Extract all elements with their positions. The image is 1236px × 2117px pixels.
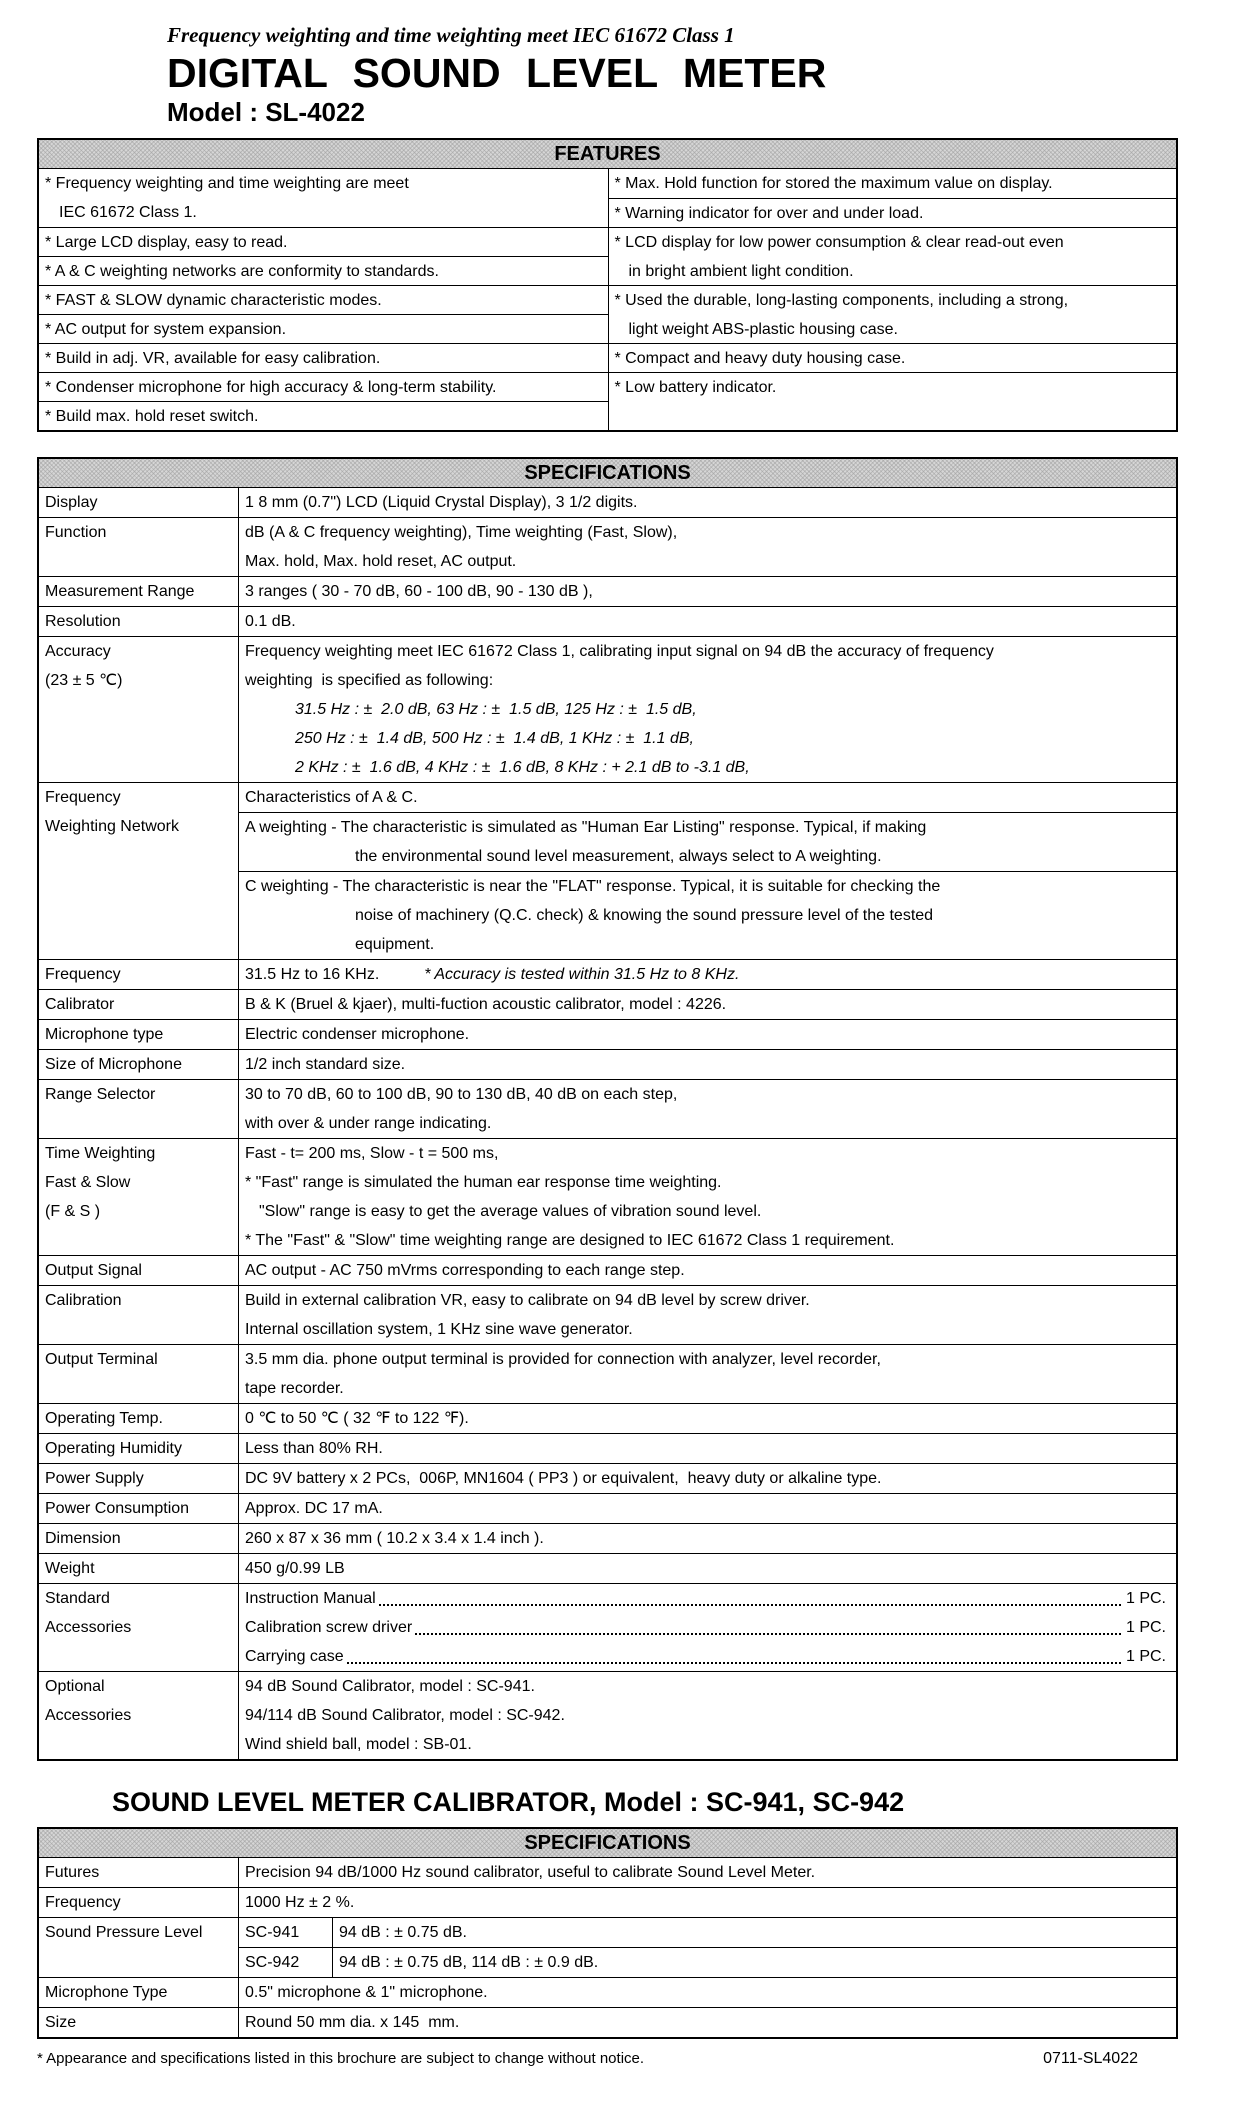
spec-value: tape recorder. <box>245 1380 344 1397</box>
spec-value: dB (A & C frequency weighting), Time weighting (Fast, Slow), <box>245 524 678 541</box>
spec-label: Microphone Type <box>45 1984 168 2001</box>
cal-row-microphone-type <box>39 1977 1176 2007</box>
spec-label: Accessories <box>45 1707 132 1724</box>
feature-text: * Used the durable, long-lasting components, including a strong, <box>614 292 1069 309</box>
features-column-left <box>39 169 608 430</box>
spec-value: C weighting - The characteristic is near the "FLAT" response. Typical, it is suitable for checking the <box>245 878 941 895</box>
feature-text: * Low battery indicator. <box>614 379 777 396</box>
spec-value: DC 9V battery x 2 PCs, 006P, MN1604 ( PP3 ) or equivalent, heavy duty or alkaline type. <box>245 1470 882 1487</box>
spec-value: "Slow" range is easy to get the average values of vibration sound level. <box>259 1203 762 1220</box>
spec-value: 260 x 87 x 36 mm ( 10.2 x 3.4 x 1.4 inch ). <box>245 1530 544 1547</box>
spec-label: Measurement Range <box>45 583 195 600</box>
spec-row-frequency-weighting-network <box>39 782 1176 959</box>
feature-item <box>609 169 1177 198</box>
specifications-table <box>37 457 1178 1761</box>
feature-item <box>39 285 608 314</box>
spec-value: equipment. <box>355 936 435 953</box>
spec-value: Build in external calibration VR, easy to calibrate on 94 dB level by screw driver. <box>245 1292 810 1309</box>
spec-label: (F & S ) <box>45 1203 101 1220</box>
spec-row-size-of-microphone <box>39 1049 1176 1079</box>
spec-label: Operating Temp. <box>45 1410 163 1427</box>
spl-value: 94 dB : ± 0.75 dB. <box>339 1924 467 1941</box>
spec-label: Optional <box>45 1678 105 1695</box>
feature-text: * Frequency weighting and time weighting are meet <box>45 175 409 192</box>
spec-label: Fast & Slow <box>45 1174 131 1191</box>
spec-label: Calibrator <box>45 996 115 1013</box>
spec-value: A weighting - The characteristic is simulated as "Human Ear Listing" response. Typical, if making <box>245 819 927 836</box>
spec-label: Operating Humidity <box>45 1440 182 1457</box>
spec-row-power-consumption <box>39 1493 1176 1523</box>
spec-value: 450 g/0.99 LB <box>245 1560 345 1577</box>
spec-row-standard-accessories <box>39 1583 1176 1671</box>
spec-label: Dimension <box>45 1530 121 1547</box>
spec-label: Accessories <box>45 1619 132 1636</box>
features-table-header: FEATURES <box>39 140 1176 169</box>
spec-value: the environmental sound level measurement, always select to A weighting. <box>355 848 882 865</box>
feature-text: * Build max. hold reset switch. <box>45 408 259 425</box>
spec-label: Size <box>45 2014 77 2031</box>
spec-label: (23 ± 5 ℃) <box>45 672 123 689</box>
feature-item <box>39 169 608 227</box>
calibrator-heading: SOUND LEVEL METER CALIBRATOR, Model : SC-941, SC-942 <box>112 1787 905 1817</box>
feature-text: * Max. Hold function for stored the maximum value on display. <box>614 175 1053 192</box>
spec-row-weight <box>39 1553 1176 1583</box>
spec-row-optional-accessories <box>39 1671 1176 1759</box>
spec-label: Weight <box>45 1560 95 1577</box>
spec-label: Time Weighting <box>45 1145 156 1162</box>
spl-value: 94 dB : ± 0.75 dB, 114 dB : ± 0.9 dB. <box>339 1954 599 1971</box>
feature-item <box>609 343 1177 372</box>
spec-row-operating-temp <box>39 1403 1176 1433</box>
feature-text: in bright ambient light condition. <box>628 263 854 280</box>
feature-text: * Warning indicator for over and under load. <box>614 205 924 222</box>
spec-value: Internal oscillation system, 1 KHz sine wave generator. <box>245 1321 633 1338</box>
spl-model: SC-942 <box>239 1948 333 1977</box>
spl-subrow <box>239 1918 1176 1947</box>
feature-item <box>39 372 608 401</box>
footer-note: * Appearance and specifications listed in this brochure are subject to change without notice. <box>37 2050 645 2067</box>
feature-item <box>39 256 608 285</box>
spec-label: Power Consumption <box>45 1500 190 1517</box>
spec-label: Accuracy <box>45 643 111 660</box>
feature-item <box>39 227 608 256</box>
spec-row-measurement-range <box>39 576 1176 606</box>
spec-value: Precision 94 dB/1000 Hz sound calibrator, useful to calibrate Sound Level Meter. <box>245 1864 816 1881</box>
calibrator-specifications-table <box>37 1827 1178 2039</box>
spec-value: 31.5 Hz to 16 KHz. * Accuracy is tested within 31.5 Hz to 8 KHz. <box>245 966 740 983</box>
spec-value: 1000 Hz ± 2 %. <box>245 1894 355 1911</box>
accessory-line: Calibration screw driver 1 PC. <box>239 1613 1176 1642</box>
spec-value: 3 ranges ( 30 - 70 dB, 60 - 100 dB, 90 - 130 dB ), <box>245 583 593 600</box>
spec-value: Characteristics of A & C. <box>245 789 418 806</box>
specifications-table-header: SPECIFICATIONS <box>39 459 1176 488</box>
spec-label: Calibration <box>45 1292 122 1309</box>
spl-subrow <box>239 1947 1176 1977</box>
feature-text: * LCD display for low power consumption & clear read-out even <box>614 234 1064 251</box>
spec-label: Frequency <box>45 789 121 806</box>
spec-value: * "Fast" range is simulated the human ear response time weighting. <box>245 1174 722 1191</box>
spec-value: Max. hold, Max. hold reset, AC output. <box>245 553 517 570</box>
feature-item <box>609 198 1177 227</box>
feature-text: light weight ABS-plastic housing case. <box>628 321 898 338</box>
spec-value: 3.5 mm dia. phone output terminal is provided for connection with analyzer, level recorder, <box>245 1351 881 1368</box>
spec-row-function <box>39 517 1176 576</box>
spec-value: 30 to 70 dB, 60 to 100 dB, 90 to 130 dB, 40 dB on each step, <box>245 1086 678 1103</box>
spec-label: Frequency <box>45 1894 121 1911</box>
spec-label: Resolution <box>45 613 121 630</box>
feature-item <box>609 227 1177 285</box>
feature-item <box>609 372 1177 430</box>
spec-row-range-selector <box>39 1079 1176 1138</box>
spec-value: 0 ℃ to 50 ℃ ( 32 ℉ to 122 ℉). <box>245 1410 469 1427</box>
features-column-right <box>608 169 1177 430</box>
spec-value: Fast - t= 200 ms, Slow - t = 500 ms, <box>245 1145 499 1162</box>
spec-value: Wind shield ball, model : SB-01. <box>245 1736 472 1753</box>
feature-text: * AC output for system expansion. <box>45 321 287 338</box>
spec-label: Size of Microphone <box>45 1056 182 1073</box>
spec-value: Electric condenser microphone. <box>245 1026 470 1043</box>
cal-row-sound-pressure-level <box>39 1917 1176 1977</box>
feature-item <box>39 314 608 343</box>
page-title: DIGITAL SOUND LEVEL METER <box>167 50 827 96</box>
spec-row-dimension <box>39 1523 1176 1553</box>
spec-label: Output Terminal <box>45 1351 158 1368</box>
spl-model: SC-941 <box>239 1918 333 1947</box>
spec-row-calibrator <box>39 989 1176 1019</box>
spec-value: 31.5 Hz : ± 2.0 dB, 63 Hz : ± 1.5 dB, 125 Hz : ± 1.5 dB, <box>295 701 697 718</box>
spec-subrow <box>239 812 1176 871</box>
spec-label: Futures <box>45 1864 100 1881</box>
spec-row-frequency <box>39 959 1176 989</box>
spec-row-output-terminal <box>39 1344 1176 1403</box>
model-title: Model : SL-4022 <box>167 97 365 127</box>
feature-text: IEC 61672 Class 1. <box>59 204 197 221</box>
spec-row-calibration <box>39 1285 1176 1344</box>
spec-value: 0.5" microphone & 1" microphone. <box>245 1984 488 2001</box>
spec-row-resolution <box>39 606 1176 636</box>
spec-subrow <box>239 783 1176 812</box>
cal-row-futures <box>39 1858 1176 1887</box>
spec-label: Function <box>45 524 107 541</box>
feature-text: * Build in adj. VR, available for easy calibration. <box>45 350 381 367</box>
spec-value: Round 50 mm dia. x 145 mm. <box>245 2014 460 2031</box>
calibrator-table-header: SPECIFICATIONS <box>39 1829 1176 1858</box>
accessory-line: Carrying case 1 PC. <box>239 1642 1176 1671</box>
spec-value: B & K (Bruel & kjaer), multi-fuction acoustic calibrator, model : 4226. <box>245 996 727 1013</box>
spec-label: Display <box>45 494 98 511</box>
feature-item <box>39 343 608 372</box>
spec-row-operating-humidity <box>39 1433 1176 1463</box>
spec-label: Frequency <box>45 966 121 983</box>
spec-label: Output Signal <box>45 1262 142 1279</box>
spec-value: noise of machinery (Q.C. check) & knowing the sound pressure level of the tested <box>355 907 934 924</box>
spec-value: Frequency weighting meet IEC 61672 Class 1, calibrating input signal on 94 dB the accuracy of frequency <box>245 643 994 660</box>
spec-value: 2 KHz : ± 1.6 dB, 4 KHz : ± 1.6 dB, 8 KHz : + 2.1 dB to -3.1 dB, <box>295 759 750 776</box>
features-table <box>37 138 1178 432</box>
spec-label: Weighting Network <box>45 818 179 835</box>
spec-label: Standard <box>45 1590 110 1607</box>
dotted-leader <box>347 1642 1121 1664</box>
feature-item <box>39 401 608 430</box>
spec-row-power-supply <box>39 1463 1176 1493</box>
feature-text: * Condenser microphone for high accuracy & long-term stability. <box>45 379 497 396</box>
dotted-leader <box>379 1584 1121 1606</box>
feature-item <box>609 285 1177 343</box>
spec-value: 94/114 dB Sound Calibrator, model : SC-942. <box>245 1707 565 1724</box>
spec-label: Sound Pressure Level <box>45 1924 203 1941</box>
spec-row-display <box>39 488 1176 517</box>
spec-value: Approx. DC 17 mA. <box>245 1500 383 1517</box>
feature-text: * Large LCD display, easy to read. <box>45 234 288 251</box>
spec-value: * The "Fast" & "Slow" time weighting range are designed to IEC 61672 Class 1 requirement. <box>245 1232 895 1249</box>
page-footer <box>37 2048 1178 2070</box>
spec-row-time-weighting <box>39 1138 1176 1255</box>
spec-value: 0.1 dB. <box>245 613 296 630</box>
spec-value: 1 8 mm (0.7") LCD (Liquid Crystal Display), 3 1/2 digits. <box>245 494 638 511</box>
spec-label: Range Selector <box>45 1086 156 1103</box>
feature-text: * A & C weighting networks are conformity to standards. <box>45 263 439 280</box>
spec-subrow <box>239 871 1176 959</box>
spec-label: Power Supply <box>45 1470 144 1487</box>
spec-value: 1/2 inch standard size. <box>245 1056 406 1073</box>
spec-value: AC output - AC 750 mVrms corresponding to each range step. <box>245 1262 685 1279</box>
spec-row-accuracy <box>39 636 1176 782</box>
cal-row-size <box>39 2007 1176 2037</box>
spec-value: Less than 80% RH. <box>245 1440 383 1457</box>
spec-label: Microphone type <box>45 1026 164 1043</box>
dotted-leader <box>415 1613 1121 1635</box>
spec-value: weighting is specified as following: <box>245 672 494 689</box>
spec-row-microphone-type <box>39 1019 1176 1049</box>
feature-text: * FAST & SLOW dynamic characteristic modes. <box>45 292 382 309</box>
spec-row-output-signal <box>39 1255 1176 1285</box>
spec-note: * Accuracy is tested within 31.5 Hz to 8 KHz. <box>424 966 740 983</box>
spec-value: with over & under range indicating. <box>245 1115 492 1132</box>
feature-text: * Compact and heavy duty housing case. <box>614 350 906 367</box>
spec-value: 250 Hz : ± 1.4 dB, 500 Hz : ± 1.4 dB, 1 KHz : ± 1.1 dB, <box>295 730 694 747</box>
spec-value: 94 dB Sound Calibrator, model : SC-941. <box>245 1678 535 1695</box>
accessory-line: Instruction Manual 1 PC. <box>239 1584 1176 1613</box>
cal-row-frequency <box>39 1887 1176 1917</box>
header-tagline: Frequency weighting and time weighting meet IEC 61672 Class 1 <box>167 23 735 47</box>
footer-document-code: 0711-SL4022 <box>1043 2050 1138 2067</box>
